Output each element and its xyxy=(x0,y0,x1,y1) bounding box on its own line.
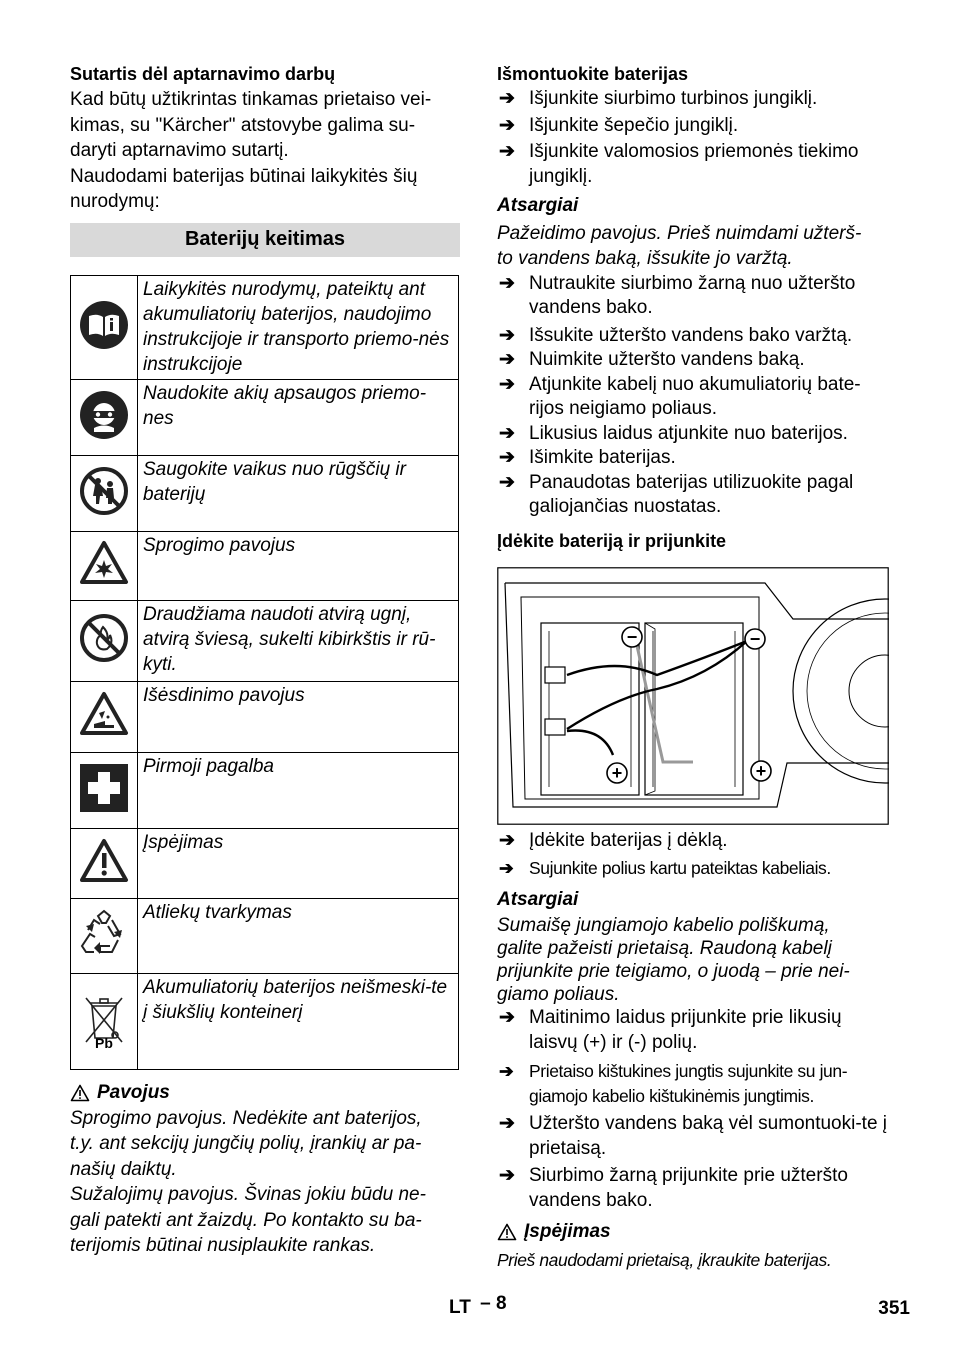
no-fire-icon xyxy=(71,600,138,681)
arrow-icon: ➔ xyxy=(499,349,515,370)
arrow-icon: ➔ xyxy=(499,1113,515,1134)
arrow-icon: ➔ xyxy=(499,471,515,493)
arrow-icon: ➔ xyxy=(499,829,515,851)
danger-line-4: Sužalojimų pavojus. Švinas jokiu būdu ne- xyxy=(70,1184,426,1205)
symbol-table xyxy=(70,275,459,1070)
arrow-icon: ➔ xyxy=(499,373,515,395)
first-aid-icon xyxy=(71,752,138,828)
service-line-3: daryti aptarnavimo sutartį. xyxy=(70,140,289,161)
danger-triangle-icon xyxy=(70,1084,90,1102)
caution2-line-3: prijunkite prie teigiamo, o juodą – prie nei- xyxy=(497,961,850,982)
arrow-icon: ➔ xyxy=(499,858,514,878)
caution1-line-1: Pažeidimo pavojus. Prieš nuimdami užterš- xyxy=(497,222,862,244)
page-footer-lang xyxy=(449,1293,507,1319)
symbol-text-10: Akumuliatorių baterijos neišmeski-te į šiukšlių konteinerį xyxy=(138,973,459,1069)
connect-steps xyxy=(497,1006,889,1213)
step-item: ➔ Likusius laidus atjunkite nuo baterijos. xyxy=(497,422,889,447)
insert-title: Įdėkite bateriją ir prijunkite xyxy=(497,530,727,551)
caution1-title: Atsargiai xyxy=(497,195,579,216)
danger-line-2: t.y. ant sekcijų jungčių polių, įrankių ar pa- xyxy=(70,1133,422,1154)
step-item: ➔ Išimkite baterijas. xyxy=(497,446,889,471)
lang-code: LT xyxy=(449,1297,471,1318)
symbol-text-3: Saugokite vaikus nuo rūgščių ir baterijų xyxy=(138,455,459,531)
symbol-text-1: Laikykitės nurodymų, pateiktų ant akumuliatorių baterijos, naudojimo instrukcijoje ir transporto priemo-nės instrukcijoje xyxy=(138,275,459,379)
corrosion-icon xyxy=(71,681,138,752)
arrow-icon: ➔ xyxy=(499,324,515,346)
page-number: 351 xyxy=(878,1298,910,1319)
remove-title: Išmontuokite baterijas xyxy=(497,64,689,84)
danger-title: Pavojus xyxy=(97,1081,170,1103)
danger-line-5: gali patekti ant žaizdų. Po kontakto su ba- xyxy=(70,1209,422,1231)
plus-label-1: + xyxy=(611,762,623,783)
arrow-icon: ➔ xyxy=(499,1165,515,1186)
arrow-icon: ➔ xyxy=(499,272,515,294)
remove-steps-2 xyxy=(497,272,889,520)
warning-text: Prieš naudodami prietaisą, įkraukite baterijas. xyxy=(497,1250,832,1270)
danger-heading xyxy=(70,1080,460,1106)
symbol-text-4: Sprogimo pavojus xyxy=(138,531,459,600)
caution2-line-1: Sumaišę jungiamojo kabelio poliškumą, xyxy=(497,915,830,936)
battery-note-1: Naudodami baterijas būtinai laikykitės šių xyxy=(70,165,418,187)
arrow-icon: ➔ xyxy=(499,447,515,468)
caution1-line-2: to vandens baką, išsukite jo varžtą. xyxy=(497,248,793,269)
warning-title: Įspėjimas xyxy=(524,1221,611,1242)
warning-icon xyxy=(71,828,138,898)
battery-diagram xyxy=(497,567,889,825)
danger-line-1: Sprogimo pavojus. Nedėkite ant baterijos, xyxy=(70,1107,422,1129)
crossed-bin-icon xyxy=(71,973,138,1069)
warning-triangle-icon xyxy=(497,1223,517,1241)
step-item: ➔ Įdėkite baterijas į dėklą. xyxy=(497,829,889,854)
step-item: ➔ Išsukite užteršto vandens bako varžtą. xyxy=(497,324,889,349)
service-line-2: kimas, su "Kärcher" atstovybe galima su- xyxy=(70,114,416,136)
arrow-icon: ➔ xyxy=(499,141,515,162)
eye-protection-icon xyxy=(71,379,138,455)
step-item: ➔ Išjunkite šepečio jungiklį. xyxy=(497,114,889,139)
caution2-line-2: galite pažeisti prietaisą. Raudoną kabelį xyxy=(497,938,832,959)
arrow-icon: ➔ xyxy=(499,422,515,444)
arrow-icon: ➔ xyxy=(499,1061,514,1081)
step-item: ➔ Užteršto vandens baką vėl sumontuoki-te į prietaisą. xyxy=(499,1113,888,1159)
danger-line-6: terijomis būtinai nusiplaukite rankas. xyxy=(70,1235,376,1256)
symbol-text-7: Pirmoji pagalba xyxy=(138,752,459,828)
arrow-icon: ➔ xyxy=(499,114,515,136)
plus-label-2: + xyxy=(755,760,767,781)
explosion-icon xyxy=(71,531,138,600)
remove-steps xyxy=(497,87,889,189)
arrow-icon: ➔ xyxy=(499,1007,515,1028)
section-banner: Baterijų keitimas xyxy=(70,223,460,257)
arrow-icon: ➔ xyxy=(499,88,515,109)
danger-line-3: našių daiktų. xyxy=(70,1158,177,1180)
recycling-icon xyxy=(71,898,138,973)
step-item: ➔ Nutraukite siurbimo žarną nuo užteršto vandens bako. xyxy=(499,272,856,318)
service-title: Sutartis dėl aptarnavimo darbų xyxy=(70,64,336,84)
symbol-text-6: Išėsdinimo pavojus xyxy=(138,681,459,752)
caution2-title: Atsargiai xyxy=(497,888,579,910)
service-line-1: Kad būtų užtikrintas tinkamas prietaiso vei- xyxy=(70,89,432,110)
step-item: ➔ Prietaiso kištukines jungtis sujunkite su jun-giamojo kabelio kištukinėmis jungtimis. xyxy=(499,1061,848,1106)
step-item: ➔ Siurbimo žarną prijunkite prie užteršto vandens bako. xyxy=(499,1165,848,1211)
manual-icon xyxy=(71,275,138,379)
warning-heading xyxy=(497,1219,889,1245)
step-item: ➔ Maitinimo laidus prijunkite prie likusių laisvų (+) ir (-) polių. xyxy=(499,1007,842,1053)
symbol-text-2: Naudokite akių apsaugos priemo-nes xyxy=(138,379,459,455)
symbol-text-8: Įspėjimas xyxy=(138,828,459,898)
step-item: ➔ Atjunkite kabelį nuo akumuliatorių bate-rijos neigiamo poliaus. xyxy=(499,373,861,419)
step-item: ➔ Nuimkite užteršto vandens baką. xyxy=(497,348,889,373)
symbol-text-5: Draudžiama naudoti atvirą ugnį, atvirą šviesą, sukelti kibirkštis ir rū-kyti. xyxy=(138,600,459,681)
battery-note-2: nurodymų: xyxy=(70,191,160,212)
caution2-line-4: giamo poliaus. xyxy=(497,984,620,1005)
step-item: ➔ Išjunkite siurbimo turbinos jungiklį. xyxy=(497,87,889,112)
symbol-text-9: Atliekų tvarkymas xyxy=(138,898,459,973)
step-item: ➔ Sujunkite polius kartu pateiktas kabeliais. xyxy=(497,856,889,881)
right-column xyxy=(497,62,889,1274)
step-item: ➔ Išjunkite valomosios priemonės tiekimo jungiklį. xyxy=(499,141,859,187)
minus-label-1: − xyxy=(626,626,638,647)
left-column xyxy=(70,62,460,1259)
minus-label-2: − xyxy=(749,628,761,649)
step-item: ➔ Panaudotas baterijas utilizuokite pagal galiojančias nuostatas. xyxy=(499,471,854,517)
local-page: – 8 xyxy=(480,1293,507,1314)
keep-children-away-icon xyxy=(71,455,138,531)
insert-steps xyxy=(497,829,889,881)
pb-label: Pb xyxy=(95,1034,113,1048)
